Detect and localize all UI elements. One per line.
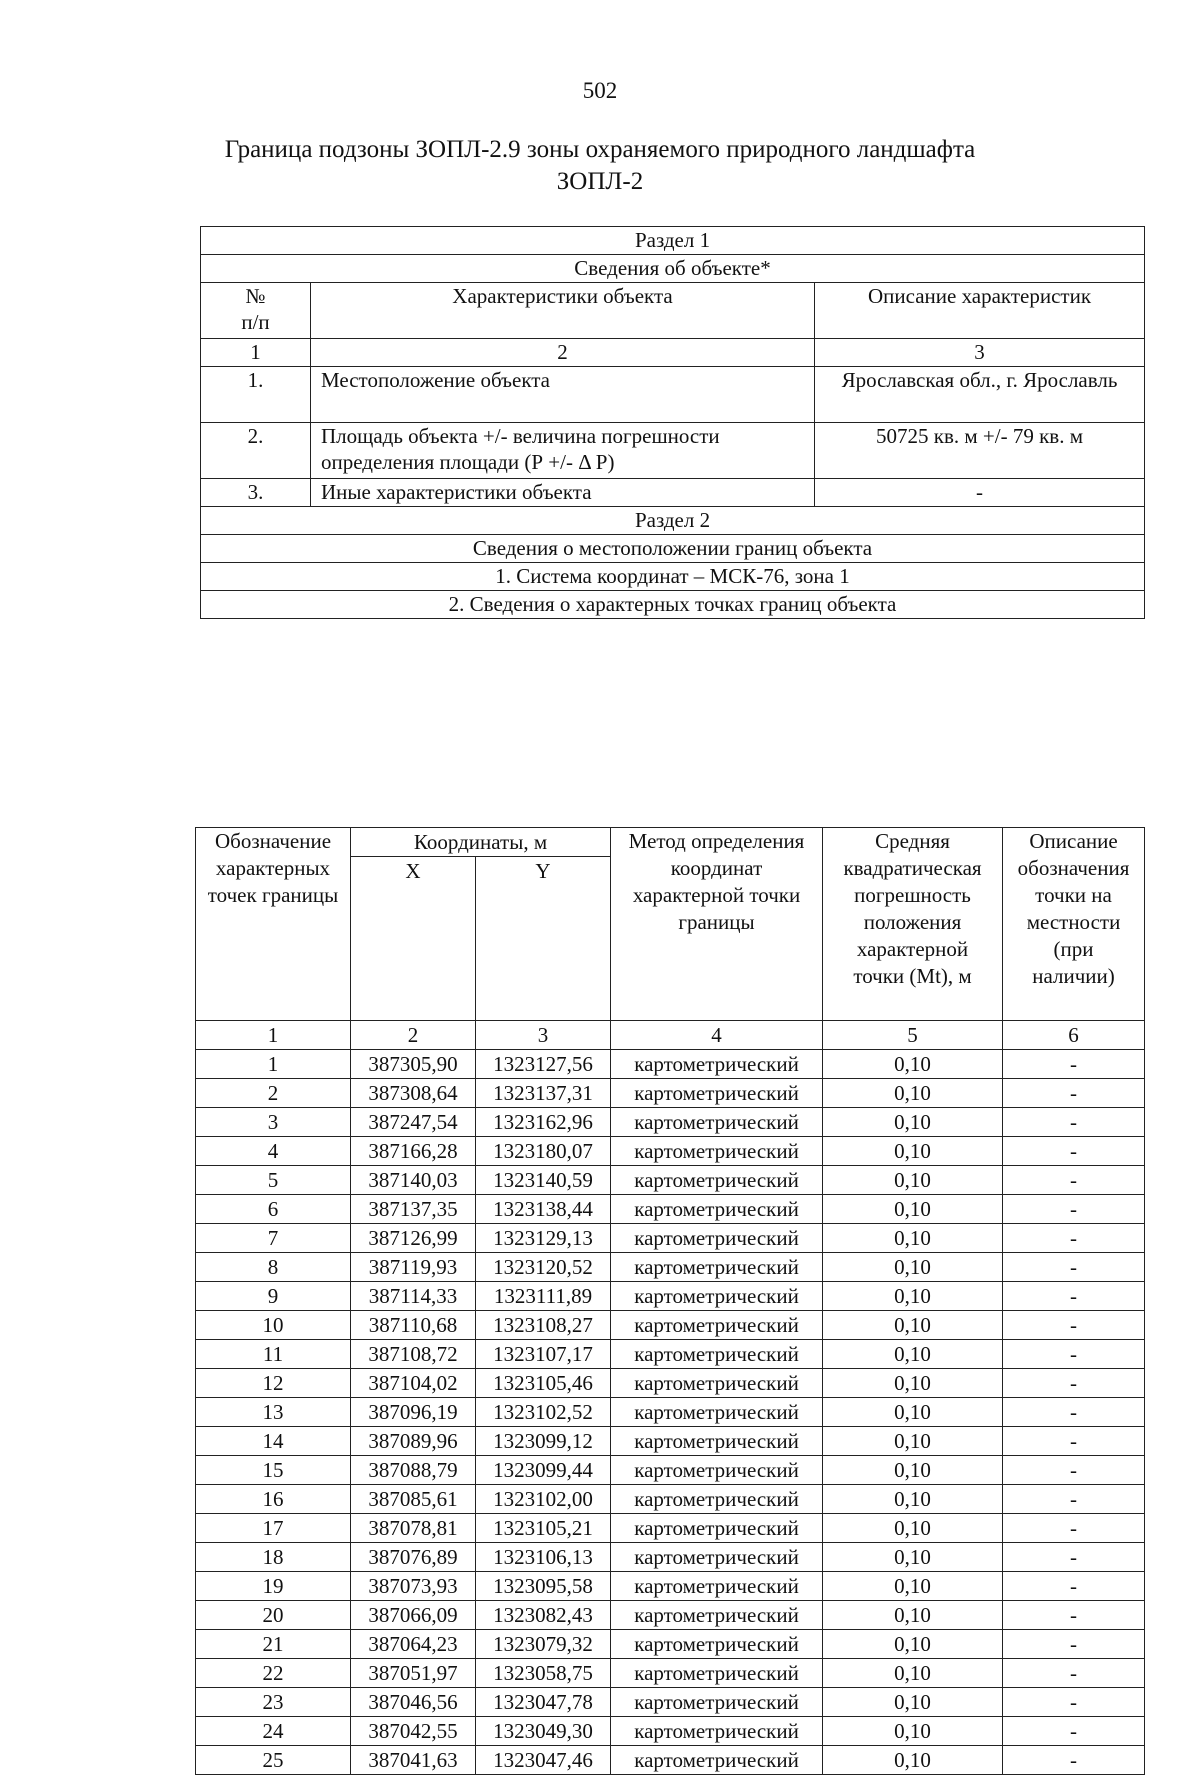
coord-y-cell: 1323107,17 <box>476 1340 611 1369</box>
points-title: 2. Сведения о характерных точках границ объекта <box>201 591 1145 619</box>
mean-error-cell: 0,10 <box>823 1746 1003 1775</box>
point-number-cell: 16 <box>196 1485 351 1514</box>
point-number-cell: 15 <box>196 1456 351 1485</box>
coord-x-cell: 387140,03 <box>351 1166 476 1195</box>
point-description-cell: - <box>1003 1340 1145 1369</box>
table-row <box>196 1659 1145 1688</box>
table-row <box>196 1717 1145 1746</box>
method-cell: картометрический <box>611 1079 823 1108</box>
boundary-points-table <box>195 827 1145 1775</box>
method-cell: картометрический <box>611 1688 823 1717</box>
coord-x-cell: 387078,81 <box>351 1514 476 1543</box>
mean-error-cell: 0,10 <box>823 1485 1003 1514</box>
coord-x-cell: 387110,68 <box>351 1311 476 1340</box>
method-cell: картометрический <box>611 1659 823 1688</box>
mean-error-cell: 0,10 <box>823 1688 1003 1717</box>
coord-y-cell: 1323079,32 <box>476 1630 611 1659</box>
point-number-cell: 7 <box>196 1224 351 1253</box>
page-number: 502 <box>582 78 618 103</box>
method-cell: картометрический <box>611 1369 823 1398</box>
mean-error-cell: 0,10 <box>823 1456 1003 1485</box>
mean-error-cell: 0,10 <box>823 1282 1003 1311</box>
mean-error-cell: 0,10 <box>823 1369 1003 1398</box>
table-row <box>196 1079 1145 1108</box>
point-number-cell: 17 <box>196 1514 351 1543</box>
point-number-cell: 1 <box>196 1050 351 1079</box>
table-row <box>196 1166 1145 1195</box>
point-description-cell: - <box>1003 1050 1145 1079</box>
coord-y-cell: 1323108,27 <box>476 1311 611 1340</box>
mean-error-cell: 0,10 <box>823 1195 1003 1224</box>
table-row <box>196 1746 1145 1775</box>
mean-error-cell: 0,10 <box>823 1253 1003 1282</box>
method-cell: картометрический <box>611 1195 823 1224</box>
table-row <box>196 1050 1145 1079</box>
coord-y-cell: 1323047,78 <box>476 1688 611 1717</box>
header-description: Описание характеристик <box>815 283 1145 339</box>
mean-error-cell: 0,10 <box>823 1601 1003 1630</box>
row-number: 1. <box>201 367 311 423</box>
section2-subtitle: Сведения о местоположении границ объекта <box>201 535 1145 563</box>
table-row <box>196 1485 1145 1514</box>
coord-y-cell: 1323102,00 <box>476 1485 611 1514</box>
coord-x-cell: 387085,61 <box>351 1485 476 1514</box>
header-characteristics: Характеристики объекта <box>311 283 815 339</box>
point-number-cell: 19 <box>196 1572 351 1601</box>
row-number: 2. <box>201 423 311 479</box>
point-description-cell: - <box>1003 1427 1145 1456</box>
point-description-cell: - <box>1003 1369 1145 1398</box>
document-title <box>0 134 1200 198</box>
coord-y-cell: 1323180,07 <box>476 1137 611 1166</box>
table-row <box>196 1224 1145 1253</box>
coord-x-cell: 387096,19 <box>351 1398 476 1427</box>
characteristic-name: Иные характеристики объекта <box>311 479 815 507</box>
method-cell: картометрический <box>611 1050 823 1079</box>
coord-y-cell: 1323102,52 <box>476 1398 611 1427</box>
coord-x-cell: 387046,56 <box>351 1688 476 1717</box>
mean-error-cell: 0,10 <box>823 1659 1003 1688</box>
coord-x-cell: 387308,64 <box>351 1079 476 1108</box>
table-row <box>196 1514 1145 1543</box>
characteristic-value: Ярославская обл., г. Ярославль <box>815 367 1145 423</box>
point-number-cell: 11 <box>196 1340 351 1369</box>
col-number-3: 3 <box>815 339 1145 367</box>
header-error: Средняя квадратическая погрешность положения характерной точки (Mt), м <box>823 828 1003 1021</box>
point-number-cell: 2 <box>196 1079 351 1108</box>
method-cell: картометрический <box>611 1137 823 1166</box>
table-row <box>196 1456 1145 1485</box>
table-row <box>196 1369 1145 1398</box>
coord-y-cell: 1323129,13 <box>476 1224 611 1253</box>
coord-x-cell: 387305,90 <box>351 1050 476 1079</box>
coord-y-cell: 1323095,58 <box>476 1572 611 1601</box>
col-number-6: 6 <box>1003 1021 1145 1050</box>
coord-y-cell: 1323099,12 <box>476 1427 611 1456</box>
mean-error-cell: 0,10 <box>823 1630 1003 1659</box>
coord-x-cell: 387073,93 <box>351 1572 476 1601</box>
points-table-body <box>196 1050 1145 1775</box>
col-number-1: 1 <box>201 339 311 367</box>
mean-error-cell: 0,10 <box>823 1340 1003 1369</box>
point-description-cell: - <box>1003 1659 1145 1688</box>
mean-error-cell: 0,10 <box>823 1108 1003 1137</box>
table-row <box>196 1427 1145 1456</box>
method-cell: картометрический <box>611 1601 823 1630</box>
mean-error-cell: 0,10 <box>823 1514 1003 1543</box>
coord-x-cell: 387088,79 <box>351 1456 476 1485</box>
point-number-cell: 3 <box>196 1108 351 1137</box>
characteristic-value: - <box>815 479 1145 507</box>
point-number-cell: 13 <box>196 1398 351 1427</box>
header-y: Y <box>476 857 611 1021</box>
coord-y-cell: 1323137,31 <box>476 1079 611 1108</box>
mean-error-cell: 0,10 <box>823 1311 1003 1340</box>
col-number-5: 5 <box>823 1021 1003 1050</box>
point-number-cell: 18 <box>196 1543 351 1572</box>
method-cell: картометрический <box>611 1398 823 1427</box>
coord-y-cell: 1323127,56 <box>476 1050 611 1079</box>
table-row <box>196 1543 1145 1572</box>
method-cell: картометрический <box>611 1427 823 1456</box>
point-description-cell: - <box>1003 1108 1145 1137</box>
header-point-description: Описание обозначения точки на местности (при наличии) <box>1003 828 1145 1021</box>
method-cell: картометрический <box>611 1746 823 1775</box>
coord-y-cell: 1323105,21 <box>476 1514 611 1543</box>
method-cell: картометрический <box>611 1224 823 1253</box>
point-description-cell: - <box>1003 1282 1145 1311</box>
mean-error-cell: 0,10 <box>823 1050 1003 1079</box>
method-cell: картометрический <box>611 1630 823 1659</box>
point-description-cell: - <box>1003 1195 1145 1224</box>
method-cell: картометрический <box>611 1108 823 1137</box>
point-number-cell: 6 <box>196 1195 351 1224</box>
section1-title: Раздел 1 <box>201 227 1145 255</box>
mean-error-cell: 0,10 <box>823 1137 1003 1166</box>
document-title-line-2: ЗОПЛ-2 <box>556 168 644 195</box>
coord-y-cell: 1323162,96 <box>476 1108 611 1137</box>
coord-x-cell: 387042,55 <box>351 1717 476 1746</box>
point-number-cell: 8 <box>196 1253 351 1282</box>
coord-x-cell: 387108,72 <box>351 1340 476 1369</box>
method-cell: картометрический <box>611 1485 823 1514</box>
table-row <box>196 1398 1145 1427</box>
point-description-cell: - <box>1003 1253 1145 1282</box>
point-description-cell: - <box>1003 1717 1145 1746</box>
point-description-cell: - <box>1003 1456 1145 1485</box>
mean-error-cell: 0,10 <box>823 1427 1003 1456</box>
method-cell: картометрический <box>611 1340 823 1369</box>
characteristic-name: Местоположение объекта <box>311 367 815 423</box>
col-number-4: 4 <box>611 1021 823 1050</box>
point-number-cell: 12 <box>196 1369 351 1398</box>
method-cell: картометрический <box>611 1311 823 1340</box>
section2-title: Раздел 2 <box>201 507 1145 535</box>
point-number-cell: 23 <box>196 1688 351 1717</box>
coord-x-cell: 387126,99 <box>351 1224 476 1253</box>
point-description-cell: - <box>1003 1079 1145 1108</box>
point-number-cell: 9 <box>196 1282 351 1311</box>
coord-y-cell: 1323106,13 <box>476 1543 611 1572</box>
coord-x-cell: 387064,23 <box>351 1630 476 1659</box>
coord-x-cell: 387066,09 <box>351 1601 476 1630</box>
point-number-cell: 21 <box>196 1630 351 1659</box>
table-row <box>196 1340 1145 1369</box>
table-row <box>196 1688 1145 1717</box>
coord-x-cell: 387114,33 <box>351 1282 476 1311</box>
point-number-cell: 22 <box>196 1659 351 1688</box>
method-cell: картометрический <box>611 1456 823 1485</box>
coord-x-cell: 387041,63 <box>351 1746 476 1775</box>
table-row <box>196 1282 1145 1311</box>
table-row <box>196 1601 1145 1630</box>
method-cell: картометрический <box>611 1572 823 1601</box>
point-number-cell: 5 <box>196 1166 351 1195</box>
coord-y-cell: 1323082,43 <box>476 1601 611 1630</box>
point-description-cell: - <box>1003 1166 1145 1195</box>
section1-subtitle: Сведения об объекте* <box>201 255 1145 283</box>
table-row <box>196 1137 1145 1166</box>
header-coordinates: Координаты, м <box>351 828 611 857</box>
point-description-cell: - <box>1003 1688 1145 1717</box>
coord-y-cell: 1323120,52 <box>476 1253 611 1282</box>
table-row <box>196 1108 1145 1137</box>
coord-x-cell: 387137,35 <box>351 1195 476 1224</box>
table-row <box>196 1311 1145 1340</box>
method-cell: картометрический <box>611 1717 823 1746</box>
point-description-cell: - <box>1003 1398 1145 1427</box>
point-description-cell: - <box>1003 1311 1145 1340</box>
point-description-cell: - <box>1003 1630 1145 1659</box>
coord-y-cell: 1323140,59 <box>476 1166 611 1195</box>
col-number-3: 3 <box>476 1021 611 1050</box>
coord-x-cell: 387051,97 <box>351 1659 476 1688</box>
point-description-cell: - <box>1003 1746 1145 1775</box>
mean-error-cell: 0,10 <box>823 1398 1003 1427</box>
mean-error-cell: 0,10 <box>823 1543 1003 1572</box>
point-number-cell: 10 <box>196 1311 351 1340</box>
table-row <box>196 1572 1145 1601</box>
point-description-cell: - <box>1003 1601 1145 1630</box>
table-row <box>196 1253 1145 1282</box>
point-description-cell: - <box>1003 1137 1145 1166</box>
point-description-cell: - <box>1003 1572 1145 1601</box>
coord-y-cell: 1323105,46 <box>476 1369 611 1398</box>
coord-y-cell: 1323111,89 <box>476 1282 611 1311</box>
col-number-1: 1 <box>196 1021 351 1050</box>
coord-x-cell: 387247,54 <box>351 1108 476 1137</box>
object-info-table <box>200 226 1145 619</box>
method-cell: картометрический <box>611 1253 823 1282</box>
mean-error-cell: 0,10 <box>823 1717 1003 1746</box>
coord-x-cell: 387119,93 <box>351 1253 476 1282</box>
coord-y-cell: 1323047,46 <box>476 1746 611 1775</box>
mean-error-cell: 0,10 <box>823 1224 1003 1253</box>
coordinate-system: 1. Система координат – МСК-76, зона 1 <box>201 563 1145 591</box>
point-description-cell: - <box>1003 1485 1145 1514</box>
method-cell: картометрический <box>611 1166 823 1195</box>
characteristic-name: Площадь объекта +/- величина погрешности определения площади (Р +/- Δ Р) <box>311 423 815 479</box>
col-number-2: 2 <box>351 1021 476 1050</box>
coord-x-cell: 387104,02 <box>351 1369 476 1398</box>
characteristic-value: 50725 кв. м +/- 79 кв. м <box>815 423 1145 479</box>
table-row <box>196 1630 1145 1659</box>
mean-error-cell: 0,10 <box>823 1572 1003 1601</box>
coord-x-cell: 387089,96 <box>351 1427 476 1456</box>
coord-x-cell: 387166,28 <box>351 1137 476 1166</box>
method-cell: картометрический <box>611 1514 823 1543</box>
point-description-cell: - <box>1003 1224 1145 1253</box>
point-number-cell: 4 <box>196 1137 351 1166</box>
coord-x-cell: 387076,89 <box>351 1543 476 1572</box>
coord-y-cell: 1323138,44 <box>476 1195 611 1224</box>
point-number-cell: 14 <box>196 1427 351 1456</box>
coord-y-cell: 1323099,44 <box>476 1456 611 1485</box>
row-number: 3. <box>201 479 311 507</box>
table-row <box>196 1195 1145 1224</box>
col-number-2: 2 <box>311 339 815 367</box>
header-point-designation: Обозначение характерных точек границы <box>196 828 351 1021</box>
point-number-cell: 24 <box>196 1717 351 1746</box>
method-cell: картометрический <box>611 1543 823 1572</box>
point-number-cell: 25 <box>196 1746 351 1775</box>
point-description-cell: - <box>1003 1543 1145 1572</box>
coord-y-cell: 1323049,30 <box>476 1717 611 1746</box>
method-cell: картометрический <box>611 1282 823 1311</box>
header-method: Метод определения координат характерной точки границы <box>611 828 823 1021</box>
document-title-line-1: Граница подзоны ЗОПЛ-2.9 зоны охраняемого природного ландшафта <box>224 136 976 163</box>
header-x: X <box>351 857 476 1021</box>
point-description-cell: - <box>1003 1514 1145 1543</box>
coord-y-cell: 1323058,75 <box>476 1659 611 1688</box>
mean-error-cell: 0,10 <box>823 1166 1003 1195</box>
point-number-cell: 20 <box>196 1601 351 1630</box>
header-number: № п/п <box>201 283 311 339</box>
mean-error-cell: 0,10 <box>823 1079 1003 1108</box>
